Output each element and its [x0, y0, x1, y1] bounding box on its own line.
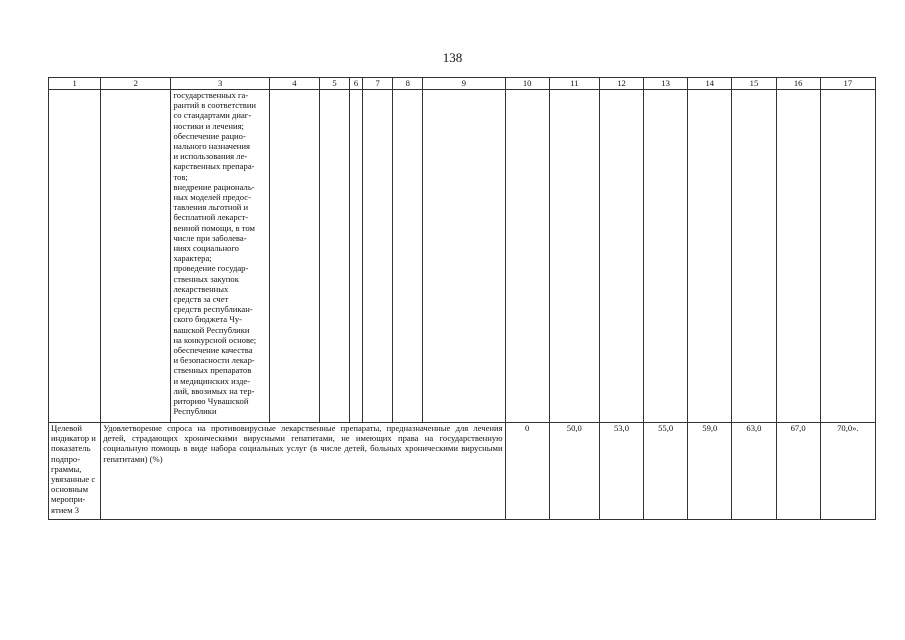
text-line: тов;	[173, 171, 188, 182]
text-line: ственных препаратов	[173, 365, 252, 376]
value-cell: 70,0».	[820, 423, 875, 520]
header-cell: 14	[688, 78, 732, 90]
header-number-row	[49, 78, 876, 90]
table-cell	[776, 90, 820, 423]
text-line: Целевой	[51, 423, 83, 433]
header-cell: 15	[732, 78, 776, 90]
header-cell: 4	[269, 78, 319, 90]
text-line: проведение государ-	[173, 263, 249, 274]
text-line: венной помощи, в том	[173, 222, 255, 233]
table-row-indicator	[49, 423, 876, 520]
text-line: средств республикан-	[173, 304, 253, 315]
table-row-measures	[49, 90, 876, 423]
text-line: внедрение рациональ-	[173, 181, 255, 192]
header-cell: 2	[101, 78, 171, 90]
text-line: со стандартами диаг-	[173, 110, 252, 121]
text-line: ственных закупок	[173, 273, 239, 284]
table-cell	[350, 90, 363, 423]
value-cell: 67,0	[776, 423, 820, 520]
table-cell	[269, 90, 319, 423]
value-cell: 53,0	[599, 423, 643, 520]
header-cell: 3	[171, 78, 269, 90]
text-line: тавления льготной и	[173, 202, 249, 213]
text-line: вашской Республики	[173, 324, 250, 335]
text-line: карственных препара-	[173, 161, 255, 172]
text-line: риторию Чувашской	[173, 396, 249, 407]
value-cell: 63,0	[732, 423, 776, 520]
page-number: 138	[442, 50, 463, 65]
table-cell	[549, 90, 599, 423]
text-line: ятием 3	[51, 504, 80, 515]
text-line: Республики	[173, 406, 217, 417]
text-line: ниях социального	[173, 243, 239, 254]
text-line: и медицинских изде-	[173, 375, 251, 386]
table-cell	[820, 90, 875, 423]
table-cell	[363, 90, 393, 423]
table-cell	[49, 90, 101, 423]
text-line: меропри-	[51, 494, 86, 505]
table-cell	[423, 90, 505, 423]
header-cell: 10	[505, 78, 549, 90]
table-cell	[688, 90, 732, 423]
table-cell	[393, 90, 423, 423]
text-line: увязанные с	[51, 474, 96, 485]
header-cell: 9	[423, 78, 505, 90]
value-cell: 0	[505, 423, 549, 520]
text-line: нального назначения	[173, 141, 250, 152]
text-line: лий, ввозимых на тер-	[173, 385, 255, 396]
text-line: обеспечение рацио-	[173, 130, 246, 141]
text-line: ского бюджета Чу-	[173, 314, 242, 325]
text-line: государственных га-	[173, 90, 249, 100]
header-cell: 5	[319, 78, 349, 90]
text-line: и использования ле-	[173, 151, 248, 162]
text-line: обеспечение качества	[173, 345, 253, 356]
indicator-description: Удовлетворение спроса на противовирусные лекарственные препараты, предназначенные для лечения детей, страдающих хроническими вирусными гепатитами, не имеющих права на государственную социальную помощь в виде набора социальных услуг (в числе детей, больных хроническими вирусными гепатитами) (%)	[101, 423, 505, 520]
header-cell: 12	[599, 78, 643, 90]
text-line: средств за счет	[173, 294, 229, 305]
text-line: индикатор и	[51, 433, 96, 444]
text-line: бесплатной лекарст-	[173, 212, 249, 223]
table-cell	[101, 90, 171, 423]
measures-text-cell	[171, 90, 269, 423]
measures-text	[173, 90, 266, 417]
header-cell: 1	[49, 78, 101, 90]
value-cell: 50,0	[549, 423, 599, 520]
header-cell: 13	[644, 78, 688, 90]
header-cell: 16	[776, 78, 820, 90]
value-cell: 59,0	[688, 423, 732, 520]
header-cell: 8	[393, 78, 423, 90]
text-line: ных моделей предос-	[173, 192, 251, 203]
indicator-label	[51, 423, 98, 515]
program-table	[48, 77, 876, 520]
table-cell	[732, 90, 776, 423]
text-line: рантий в соответствии	[173, 100, 257, 111]
table-cell	[505, 90, 549, 423]
indicator-label-cell	[49, 423, 101, 520]
header-cell: 17	[820, 78, 875, 90]
text-line: лекарственных	[173, 283, 229, 294]
header-cell: 6	[350, 78, 363, 90]
text-line: подпро-	[51, 453, 81, 464]
text-line: ностики и лечения;	[173, 120, 244, 131]
text-line: числе при заболева-	[173, 232, 247, 243]
value-cell: 55,0	[644, 423, 688, 520]
header-cell: 11	[549, 78, 599, 90]
table-cell	[599, 90, 643, 423]
header-cell: 7	[363, 78, 393, 90]
text-line: и безопасности лекар-	[173, 355, 255, 366]
text-line: основным	[51, 484, 89, 495]
text-line: показатель	[51, 443, 91, 454]
table-cell	[319, 90, 349, 423]
text-line: характера;	[173, 253, 212, 264]
table-cell	[644, 90, 688, 423]
text-line: граммы,	[51, 463, 82, 474]
text-line: на конкурсной основе;	[173, 334, 257, 345]
